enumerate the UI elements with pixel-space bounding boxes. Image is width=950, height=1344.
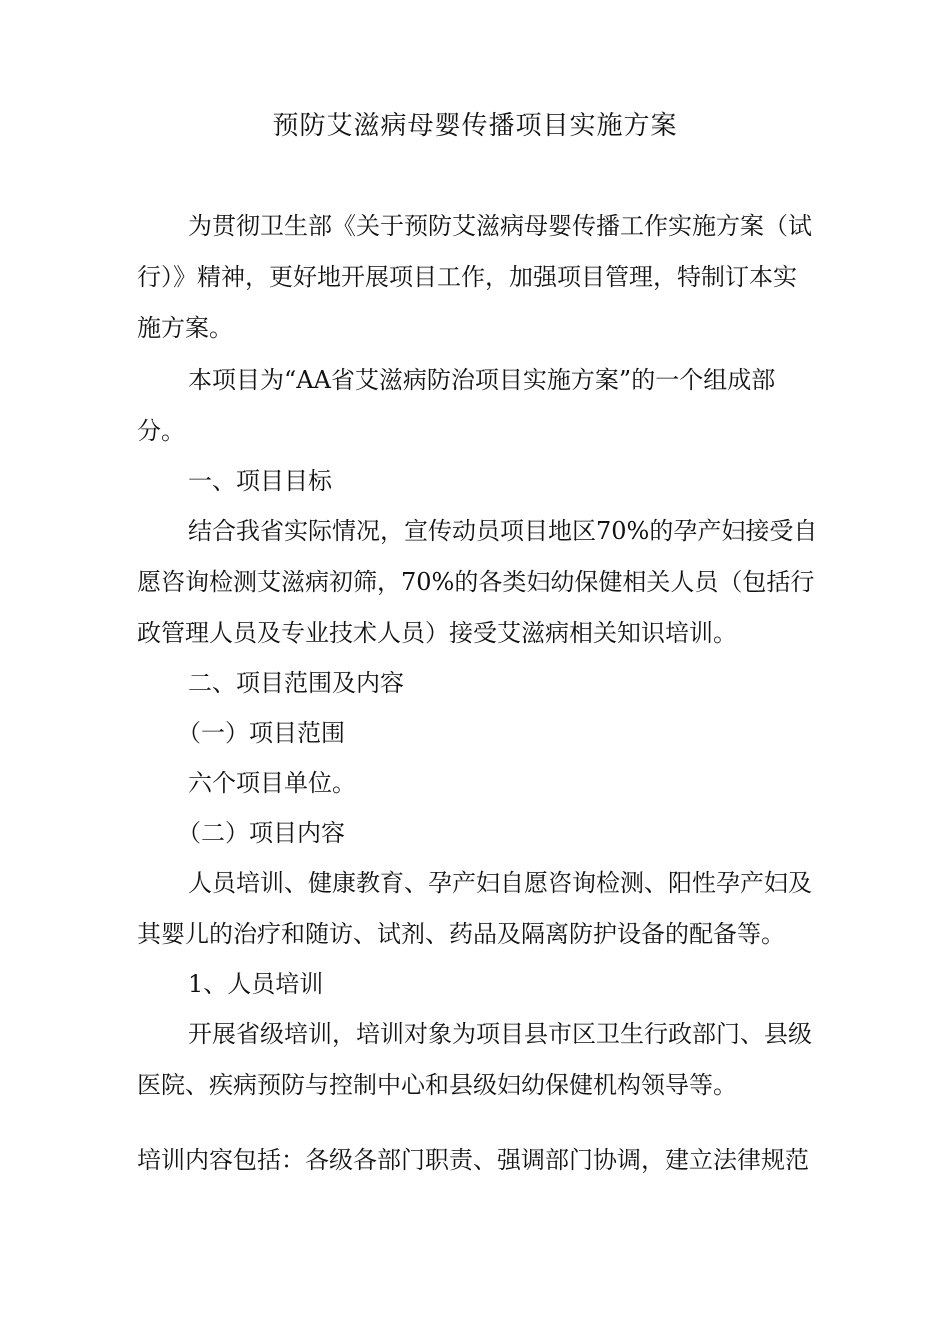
training-content-paragraph [137,1135,827,1186]
scope-statement-paragraph [137,355,827,457]
heading-text: 1、人员培训 [188,970,324,998]
paragraph-line: 为贯彻卫生部《关于预防艾滋病母婴传播工作实施方案（试 [188,212,812,240]
heading-text: 一、项目目标 [188,467,332,495]
document-title: 预防艾滋病母婴传播项目实施方案 [272,111,678,141]
subheading-project-scope [137,708,827,759]
paragraph-line: 医院、疾病预防与控制中心和县级妇幼保健机构领导等。 [137,1071,737,1099]
goals-paragraph [137,506,827,659]
intro-paragraph [137,201,827,354]
section-heading-scope-content [137,658,827,709]
content-paragraph [137,858,827,960]
paragraph-line: 人员培训、健康教育、孕产妇自愿咨询检测、阳性孕产妇及 [188,869,812,897]
project-units-paragraph [137,758,827,809]
paragraph-line: 本项目为“AA省艾滋病防治项目实施方案”的一个组成部 [188,366,776,394]
paragraph-line: 培训内容包括：各级各部门职责、强调部门协调，建立法律规范 [137,1146,809,1174]
paragraph-line: 政管理人员及专业技术人员）接受艾滋病相关知识培训。 [137,619,737,647]
paragraph-line: 其婴儿的治疗和随访、试剂、药品及隔离防护设备的配备等。 [137,920,785,948]
paragraph-line: 开展省级培训，培训对象为项目县市区卫生行政部门、县级 [188,1020,812,1048]
training-paragraph [137,1009,827,1111]
subheading-staff-training [137,959,827,1010]
paragraph-line: 施方案。 [137,314,233,342]
paragraph-line: 结合我省实际情况，宣传动员项目地区70%的孕产妇接受自 [188,517,818,545]
heading-text: （二）项目内容 [177,819,345,847]
heading-text: 二、项目范围及内容 [188,669,404,697]
paragraph-line: 行）》精神，更好地开展项目工作，加强项目管理，特制订本实 [137,263,797,291]
paragraph-line: 分。 [137,417,185,445]
section-heading-goals [137,456,827,507]
subheading-project-content [137,808,827,859]
paragraph-line: 六个项目单位。 [188,769,356,797]
heading-text: （一）项目范围 [177,719,345,747]
paragraph-line: 愿咨询检测艾滋病初筛，70%的各类妇幼保健相关人员（包括行 [137,568,815,596]
